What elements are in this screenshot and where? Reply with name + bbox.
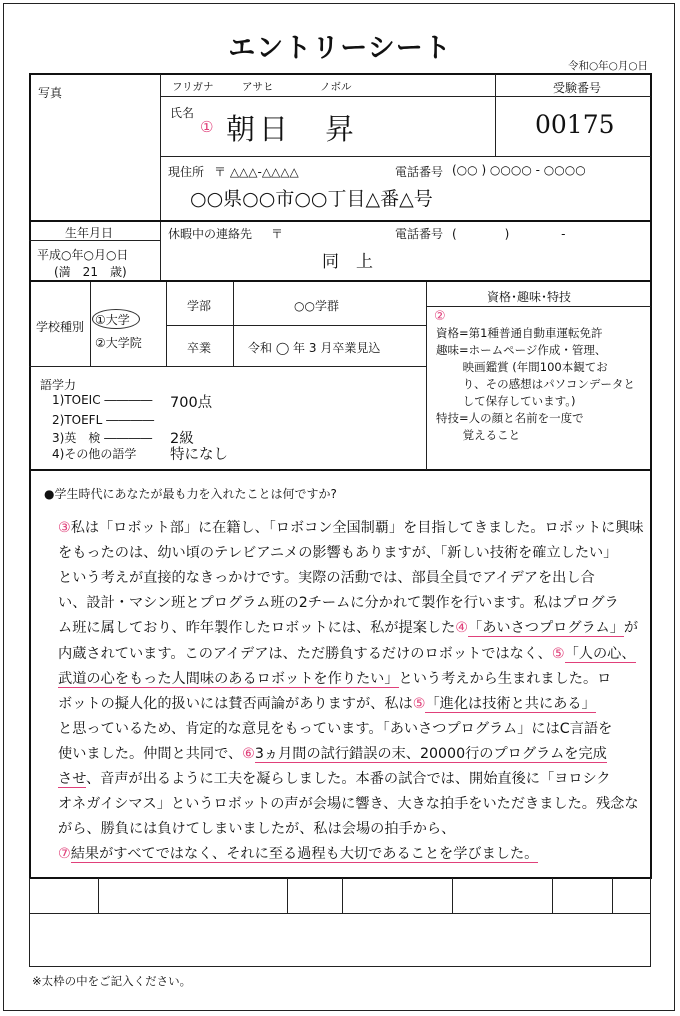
address-phone[interactable]: (○○ ) ○○○○ - ○○○○ [452,163,586,177]
essay-text: ム班に属しており、昨年製作したロボットには、私が提案した [58,620,456,637]
essay-highlight: 「人の心、 [564,645,636,662]
essay-text: 使いました。仲間と共同で、 [58,745,243,762]
address-postal: 〒 △△△-△△△△ [214,165,299,179]
essay-line [58,693,596,713]
exam-label: 受験番号 [553,81,602,95]
language-score: 700点 [170,395,213,411]
skills-label: 資格･趣味･特技 [487,290,572,304]
essay-line [58,718,612,738]
essay-line [58,617,638,637]
essay-line [58,843,538,863]
essay-text: ボットの擬人化的扱いには賛否両論がありますが、私は [58,695,413,712]
essay-line [58,793,639,813]
photo-label: 写真 [38,86,63,100]
essay-text: がら、勝負には負けてしまいましたが、私は会場の拍手から、 [58,821,456,838]
essay-marker: ⑤ [412,695,426,712]
holiday-value[interactable]: 同 上 [322,252,373,272]
skills-line: して保存しています。) [436,394,576,408]
essay-line [58,567,595,587]
dept-value[interactable]: ○○学群 [294,299,339,313]
essay-line [58,818,455,838]
skills-line: り、その感想はパソコンデータと [436,377,635,391]
essay-text: と思っているため、肯定的な意見をもっています。「あいさつプログラム」にはC言語を [58,720,613,737]
birth-value[interactable]: 平成○年○月○日 [37,248,129,262]
skills-line: 資格=第1種普通自動車運転免許 [436,326,603,340]
essay-highlight: させ [58,771,86,787]
language-name: 1)TOEIC ―――― [52,393,153,407]
essay-line [58,743,607,763]
page-title: エントリーシート [228,33,452,64]
language-name: 2)TOEFL ―――― [52,413,155,427]
furigana-given: アサヒ [242,81,274,93]
language-name: 3)英 検 ―――― [52,431,153,445]
holiday-postal: 〒 [271,227,284,241]
grad-label: 卒業 [187,341,212,355]
name-label: 氏名 [170,106,195,120]
essay-line [58,643,636,663]
school-option-graduate[interactable]: ②大学院 [95,336,142,350]
essay-marker: ⑥ [242,745,255,762]
marker-2: ② [434,309,446,324]
essay-marker: ⑦ [58,846,71,863]
essay-highlight: 「進化は技術と共にある」 [425,695,596,712]
school-option-university[interactable]: ①大学 [95,313,130,327]
essay-marker: ⑤ [551,645,565,662]
essay-text: 内蔵されています。このアイデアは、ただ勝負するだけのロボットではなく、 [58,645,552,662]
address-value[interactable]: ○○県○○市○○丁目△番△号 [190,188,433,210]
birth-label: 生年月日 [65,226,114,240]
skills-line: 映画鑑賞 (年間100本観てお [436,360,608,374]
essay-text: をもったのは、幼い頃のテレビアニメの影響もありますが、「新しい技術を確立したい」 [58,545,618,562]
essay-text: が [623,620,639,637]
age-value[interactable]: (満 21 歳) [54,265,127,279]
address-phone-label: 電話番号 [395,165,444,179]
essay-line [58,592,619,612]
essay-marker: ③ [58,520,71,536]
skills-line: 趣味=ホームページ作成・管理、 [436,343,607,357]
essay-text: という考えが直接的なきっかけです。実際の活動では、部員全員でアイデアを出し合 [58,570,595,587]
furigana-family: ノボル [320,81,352,93]
language-label: 語学力 [40,378,77,392]
essay-marker: ④ [455,620,468,637]
essay-line [58,517,644,537]
essay-line [58,768,611,788]
school-type-label: 学校種別 [36,320,85,334]
essay-line [58,668,611,688]
footer-note: ※太枠の中をご記入ください。 [32,974,192,988]
skills-line: 特技=人の顔と名前を一度で [436,411,584,425]
language-name: 4)その他の語学 [52,447,137,461]
holiday-phone-label: 電話番号 [395,227,444,241]
essay-text: 、音声が出るように工夫を凝らしました。本番の試合では、開始直後に「ヨロシク [85,771,611,787]
marker-1: ① [200,118,214,136]
dept-label: 学部 [187,299,212,313]
essay-text: オネガイシマス」というロボットの声が会場に響き、大きな拍手をいただきました。残念な [58,796,639,813]
address-label: 現住所 [168,165,205,179]
furigana-label: フリガナ [172,81,214,93]
name-value[interactable]: 朝日 昇 [226,112,359,146]
skills-line: 覚えること [436,428,521,442]
essay-line [58,542,617,562]
skills-text[interactable] [436,325,635,444]
language-score: 特になし [170,447,228,463]
essay-highlight: 「あいさつプログラム」 [468,620,624,637]
essay-highlight: 結果がすべてではなく、それに至る過程も大切であることを学びました。 [70,846,539,863]
holiday-label: 休暇中の連絡先 [168,227,253,241]
language-score: 2級 [170,431,194,447]
essay-highlight: 3ヵ月間の試行錯誤の末、20000行のプログラムを完成 [254,745,607,762]
essay-text: という考えから生まれました。ロ [398,670,612,687]
essay-question: ●学生時代にあなたが最も力を入れたことは何ですか? [44,487,337,501]
date-field: 令和○年○月○日 [568,60,648,72]
essay-text: い、設計・マシン班とプログラム班の2チームに分かれて製作を行います。私はプログラ [58,595,619,612]
essay-text: 私は「ロボット部」に在籍し、「ロボコン全国制覇」を目指してきました。ロボットに興味 [70,520,644,536]
essay-highlight: 武道の心をもった人間味のあるロボットを作りたい」 [58,670,399,687]
grad-value[interactable]: 令和 ◯ 年 3 月卒業見込 [248,341,381,355]
holiday-phone[interactable]: ( ) - [452,227,566,241]
exam-number[interactable]: 00175 [535,110,615,139]
